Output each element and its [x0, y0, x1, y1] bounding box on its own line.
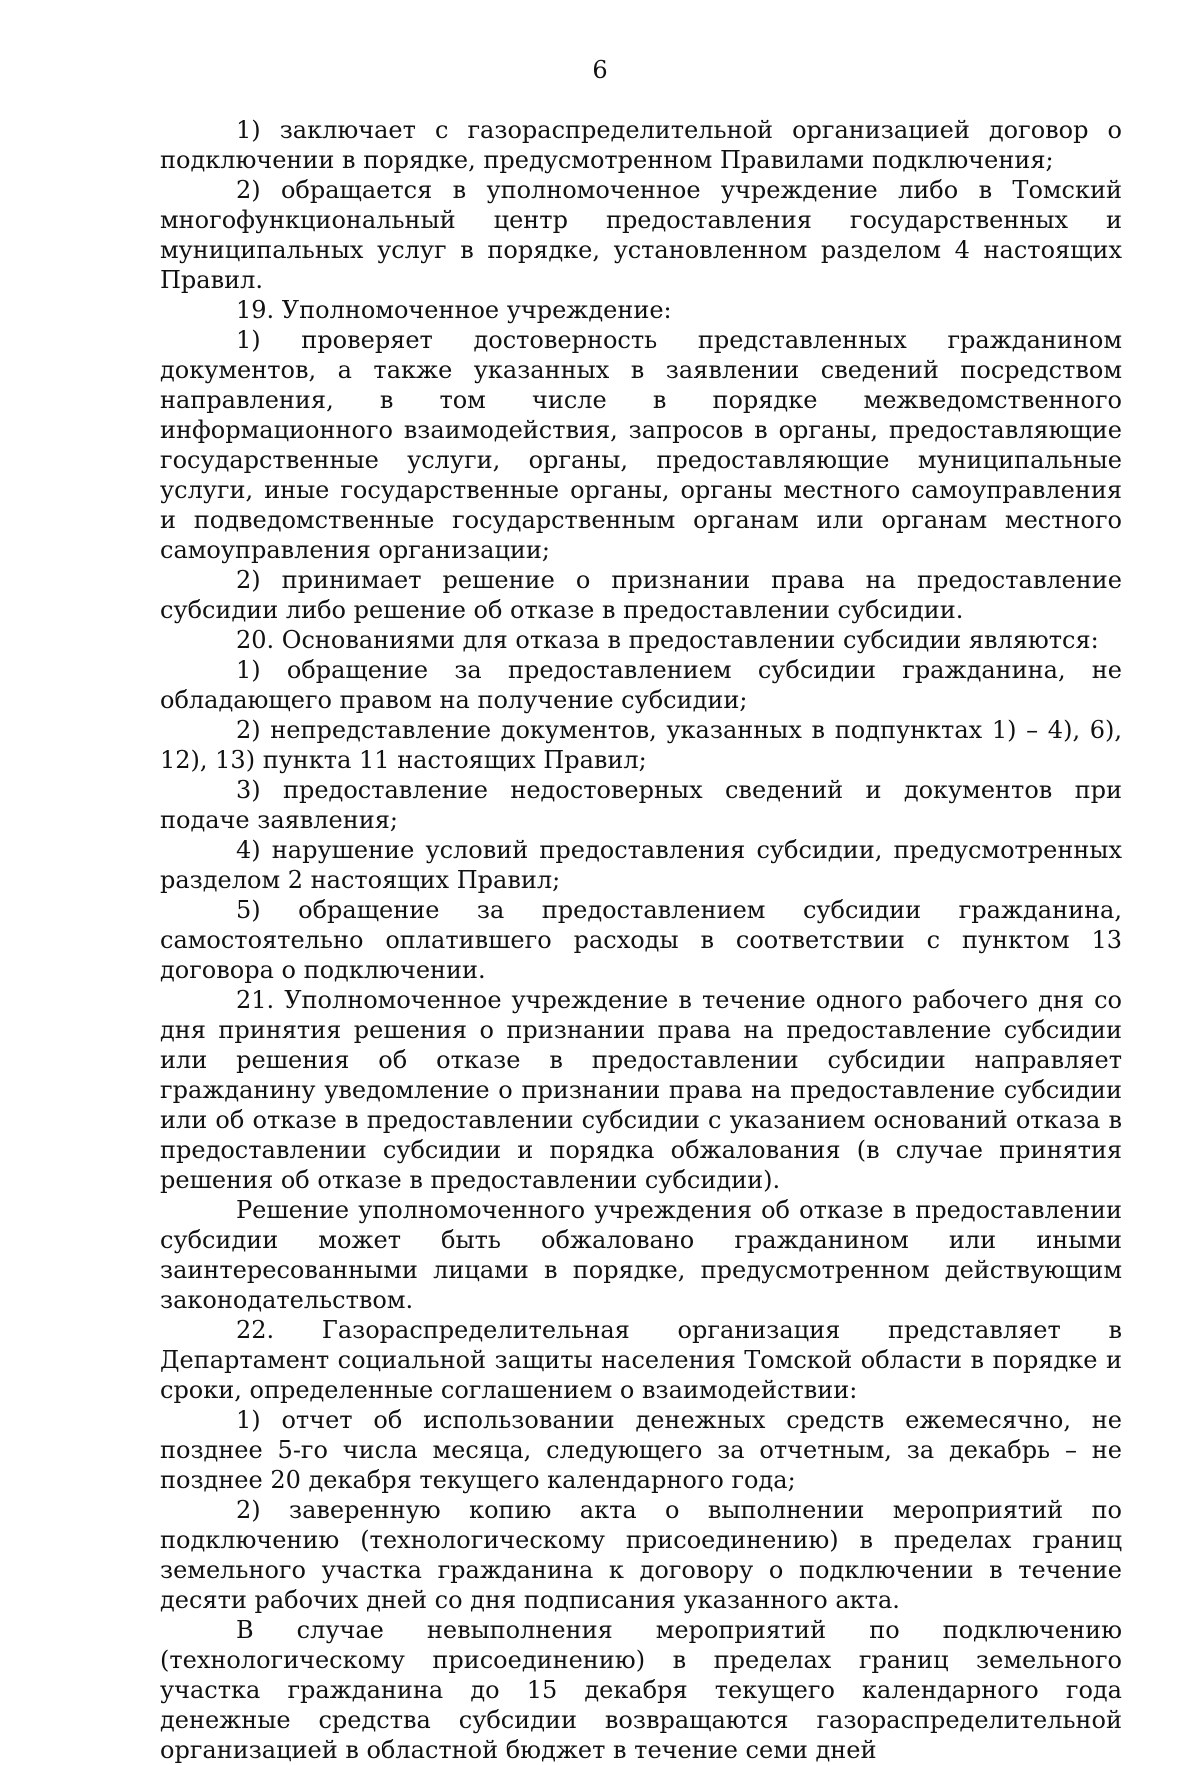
paragraph: 3) предоставление недостоверных сведений и документов при подаче заявления; [160, 776, 1122, 834]
paragraph: 20. Основаниями для отказа в предоставлении субсидии являются: [236, 626, 1099, 654]
paragraph: 2) обращается в уполномоченное учреждение либо в Томский многофункциональный центр предоставления государственных и муниципальных услуг в порядке, установленном разделом 4 настоящих Правил. [160, 176, 1122, 294]
paragraph: 1) отчет об использовании денежных средств ежемесячно, не позднее 5-го числа месяца, следующего за отчетным, за декабрь – не позднее 20 декабря текущего календарного года; [160, 1406, 1122, 1494]
page-number: 6 [592, 56, 608, 84]
paragraph: В случае невыполнения мероприятий по подключению (технологическому присоединению) в пределах границ земельного участка гражданина до 15 декабря текущего календарного года денежные средства субсидии возвращаются газораспределительной организацией в областной бюджет в течение семи дней [160, 1616, 1122, 1764]
paragraph: 22. Газораспределительная организация представляет в Департамент социальной защиты населения Томской области в порядке и сроки, определенные соглашением о взаимодействии: [160, 1316, 1122, 1404]
document-body [160, 115, 1122, 1765]
paragraph: 21. Уполномоченное учреждение в течение одного рабочего дня со дня принятия решения о признании права на предоставление субсидии или решения об отказе в предоставлении субсидии направляет гражданину уведомление о признании права на предоставление субсидии или об отказе в предоставлении субсидии с указанием оснований отказа в предоставлении субсидии и порядка обжалования (в случае принятия решения об отказе в предоставлении субсидии). [160, 986, 1122, 1194]
paragraph: 2) заверенную копию акта о выполнении мероприятий по подключению (технологическому присоединению) в пределах границ земельного участка гражданина к договору о подключении в течение десяти рабочих дней со дня подписания указанного акта. [160, 1496, 1122, 1614]
paragraph: Решение уполномоченного учреждения об отказе в предоставлении субсидии может быть обжаловано гражданином или иными заинтересованными лицами в порядке, предусмотренном действующим законодательством. [160, 1196, 1122, 1314]
paragraph: 4) нарушение условий предоставления субсидии, предусмотренных разделом 2 настоящих Правил; [160, 836, 1122, 894]
paragraph: 1) обращение за предоставлением субсидии гражданина, не обладающего правом на получение субсидии; [160, 656, 1122, 714]
paragraph: 2) непредставление документов, указанных в подпунктах 1) – 4), 6), 12), 13) пункта 11 настоящих Правил; [160, 716, 1122, 774]
paragraph: 5) обращение за предоставлением субсидии гражданина, самостоятельно оплатившего расходы в соответствии с пунктом 13 договора о подключении. [160, 896, 1122, 984]
paragraph: 1) проверяет достоверность представленных гражданином документов, а также указанных в заявлении сведений посредством направления, в том числе в порядке межведомственного информационного взаимодействия, запросов в органы, предоставляющие государственные услуги, органы, предоставляющие муниципальные услуги, иные государственные органы, органы местного самоуправления и подведомственные государственным органам или органам местного самоуправления организации; [160, 326, 1122, 564]
paragraph: 2) принимает решение о признании права на предоставление субсидии либо решение об отказе в предоставлении субсидии. [160, 566, 1122, 624]
paragraph: 19. Уполномоченное учреждение: [236, 296, 672, 324]
paragraph: 1) заключает с газораспределительной организацией договор о подключении в порядке, предусмотренном Правилами подключения; [160, 116, 1122, 174]
